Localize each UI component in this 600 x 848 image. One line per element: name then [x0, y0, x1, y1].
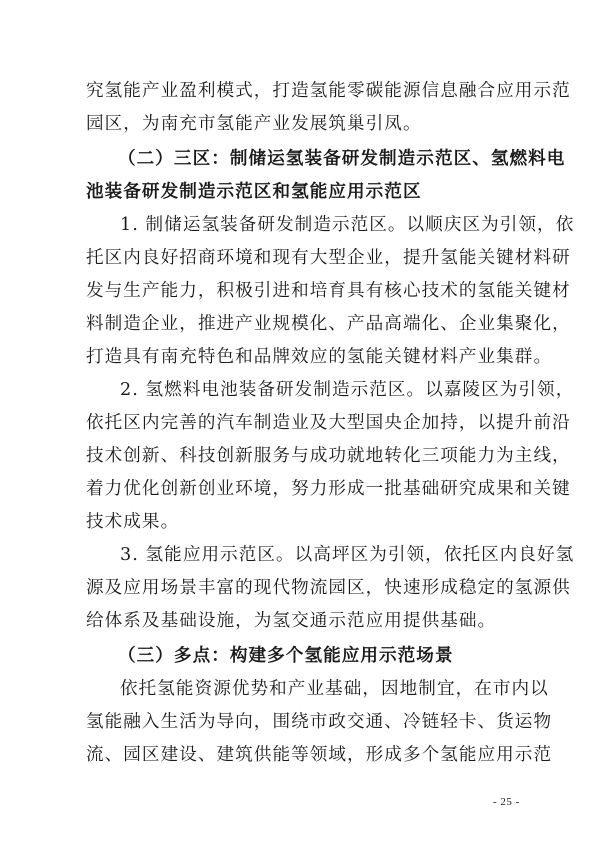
- body-text-line: 着力优化创新创业环境，努力形成一批基础研究成果和关键: [86, 479, 571, 499]
- body-text-line: 发与生产能力，积极引进和培育具有核心技术的氢能关键材: [86, 281, 571, 301]
- body-text-line: 打造具有南充特色和品牌效应的氢能关键材料产业集群。: [86, 347, 553, 367]
- body-text-line: 技术创新、科技创新服务与成功就地转化三项能力为主线，: [86, 446, 571, 466]
- body-text-line: 依托氢能资源优势和产业基础，因地制宜，在市内以: [120, 679, 549, 699]
- body-text-line: 料制造企业，推进产业规模化、产品高端化、企业集聚化，: [86, 314, 571, 334]
- body-text-line: 技术成果。: [86, 512, 180, 532]
- section-heading: 池装备研发制造示范区和氢能应用示范区: [86, 182, 422, 202]
- body-text-line: 3. 氢能应用示范区。以高坪区为引领，依托区内良好氢: [120, 545, 575, 565]
- section-heading: （二）三区：制储运氢装备研发制造示范区、氢燃料电: [118, 149, 566, 169]
- body-text-line: 2. 氢燃料电池装备研发制造示范区。以嘉陵区为引领，: [120, 380, 575, 400]
- body-text-line: 园区，为南充市氢能产业发展筑巢引凤。: [86, 114, 422, 134]
- section-heading: （三）多点：构建多个氢能应用示范场景: [118, 646, 454, 666]
- body-text-line: 1. 制储运氢装备研发制造示范区。以顺庆区为引领，依: [120, 215, 575, 235]
- page-number: - 25 -: [493, 796, 520, 808]
- body-text-line: 流、园区建设、建筑供能等领域，形成多个氢能应用示范: [86, 745, 553, 765]
- body-text-line: 给体系及基础设施，为氢交通示范应用提供基础。: [86, 611, 497, 631]
- body-text-line: 源及应用场景丰富的现代物流园区，快速形成稳定的氢源供: [86, 578, 571, 598]
- body-text-line: 托区内良好招商环境和现有大型企业，提升氢能关键材料研: [86, 248, 571, 268]
- body-text-line: 依托区内完善的汽车制造业及大型国央企加持，以提升前沿: [86, 413, 571, 433]
- body-text-line: 究氢能产业盈利模式，打造氢能零碳能源信息融合应用示范: [86, 81, 571, 101]
- body-text-line: 氢能融入生活为导向，围绕市政交通、冷链轻卡、货运物: [86, 712, 553, 732]
